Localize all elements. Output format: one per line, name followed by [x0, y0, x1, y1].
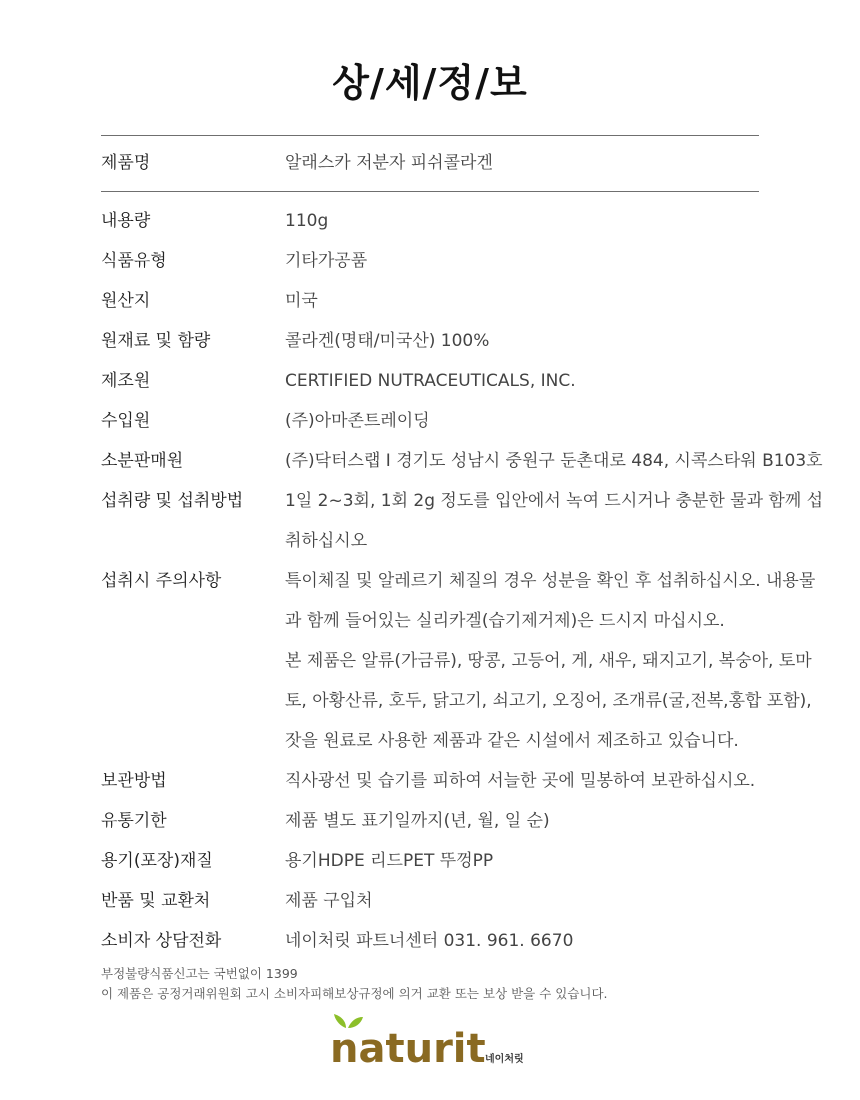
spec-row [101, 841, 841, 881]
spec-value-line: 110g [285, 211, 329, 231]
spec-value [285, 561, 841, 761]
spec-row [101, 801, 841, 841]
spec-label: 원산지 [101, 291, 151, 311]
spec-value [285, 441, 841, 481]
spec-label: 내용량 [101, 211, 151, 231]
spec-value-line: 토, 아황산류, 호두, 닭고기, 쇠고기, 오징어, 조개류(굴,전복,홍합 포함), [285, 691, 812, 711]
spec-label: 반품 및 교환처 [101, 891, 211, 911]
header-divider [101, 191, 759, 192]
spec-value-line: (주)닥터스랩 I 경기도 성남시 중원구 둔촌대로 484, 시콕스타워 B103호 [285, 451, 823, 471]
spec-value [285, 841, 841, 881]
spec-value-line: 과 함께 들어있는 실리카겔(습기제거제)은 드시지 마십시오. [285, 611, 725, 631]
spec-row [101, 921, 841, 961]
spec-row [101, 401, 841, 441]
spec-table [101, 201, 841, 961]
spec-row [101, 281, 841, 321]
spec-label: 유통기한 [101, 811, 167, 831]
spec-value-line: 네이처릿 파트너센터 031. 961. 6670 [285, 931, 574, 951]
spec-value [285, 201, 841, 241]
product-name-value: 알래스카 저분자 피쉬콜라겐 [285, 153, 493, 173]
spec-row [101, 361, 841, 401]
spec-label: 소분판매원 [101, 451, 184, 471]
legal-notice [101, 964, 608, 1004]
spec-label: 섭취시 주의사항 [101, 571, 222, 591]
naturit-logo [330, 1014, 540, 1070]
spec-value [285, 761, 841, 801]
spec-value-line: 제품 구입처 [285, 891, 373, 911]
spec-value-line: 콜라겐(명태/미국산) 100% [285, 331, 490, 351]
spec-row [101, 241, 841, 281]
spec-value-line: 잣을 원료로 사용한 제품과 같은 시설에서 제조하고 있습니다. [285, 731, 739, 751]
spec-label: 소비자 상담전화 [101, 931, 222, 951]
spec-value-line: 직사광선 및 습기를 피하여 서늘한 곳에 밀봉하여 보관하십시오. [285, 771, 756, 791]
spec-label: 식품유형 [101, 251, 167, 271]
spec-label: 제조원 [101, 371, 151, 391]
spec-value [285, 321, 841, 361]
spec-row [101, 201, 841, 241]
spec-value-line: 본 제품은 알류(가금류), 땅콩, 고등어, 게, 새우, 돼지고기, 복숭아, 토마 [285, 651, 812, 671]
spec-value-line: 기타가공품 [285, 251, 368, 271]
spec-value-line: 미국 [285, 291, 318, 311]
page-title: 상/세/정/보 [332, 61, 528, 105]
spec-value [285, 401, 841, 441]
notice-report-line: 부정불량식품신고는 국번없이 1399 [101, 966, 298, 981]
spec-row [101, 321, 841, 361]
spec-value [285, 481, 841, 561]
spec-value [285, 361, 841, 401]
logo-wordmark: naturit [330, 1026, 486, 1070]
spec-label: 용기(포장)재질 [101, 851, 213, 871]
spec-value-line: 용기HDPE 리드PET 뚜껑PP [285, 851, 494, 871]
spec-value [285, 241, 841, 281]
spec-value-line: (주)아마존트레이딩 [285, 411, 430, 431]
spec-value [285, 281, 841, 321]
spec-value-line: 특이체질 및 알레르기 체질의 경우 성분을 확인 후 섭취하십시오. 내용물 [285, 571, 816, 591]
spec-value [285, 801, 841, 841]
spec-value-line: 취하십시오 [285, 531, 368, 551]
top-divider [101, 135, 759, 136]
spec-label: 섭취량 및 섭취방법 [101, 491, 244, 511]
spec-value-line: 1일 2~3회, 1회 2g 정도를 입안에서 녹여 드시거나 충분한 물과 함께 섭 [285, 491, 824, 511]
spec-value [285, 881, 841, 921]
spec-value-line: CERTIFIED NUTRACEUTICALS, INC. [285, 371, 576, 391]
product-name-row [101, 150, 759, 176]
spec-row [101, 561, 841, 761]
spec-label: 수입원 [101, 411, 151, 431]
notice-compensation-line: 이 제품은 공정거래위원회 고시 소비자피해보상규정에 의거 교환 또는 보상 받을 수 있습니다. [101, 986, 608, 1001]
spec-label: 보관방법 [101, 771, 167, 791]
spec-value [285, 921, 841, 961]
spec-row [101, 441, 841, 481]
spec-label: 원재료 및 함량 [101, 331, 211, 351]
logo-korean-name: 네이처릿 [485, 1054, 524, 1065]
spec-row [101, 881, 841, 921]
product-name-label: 제품명 [101, 153, 151, 173]
spec-row [101, 761, 841, 801]
spec-row [101, 481, 841, 561]
spec-value-line: 제품 별도 표기일까지(년, 월, 일 순) [285, 811, 550, 831]
